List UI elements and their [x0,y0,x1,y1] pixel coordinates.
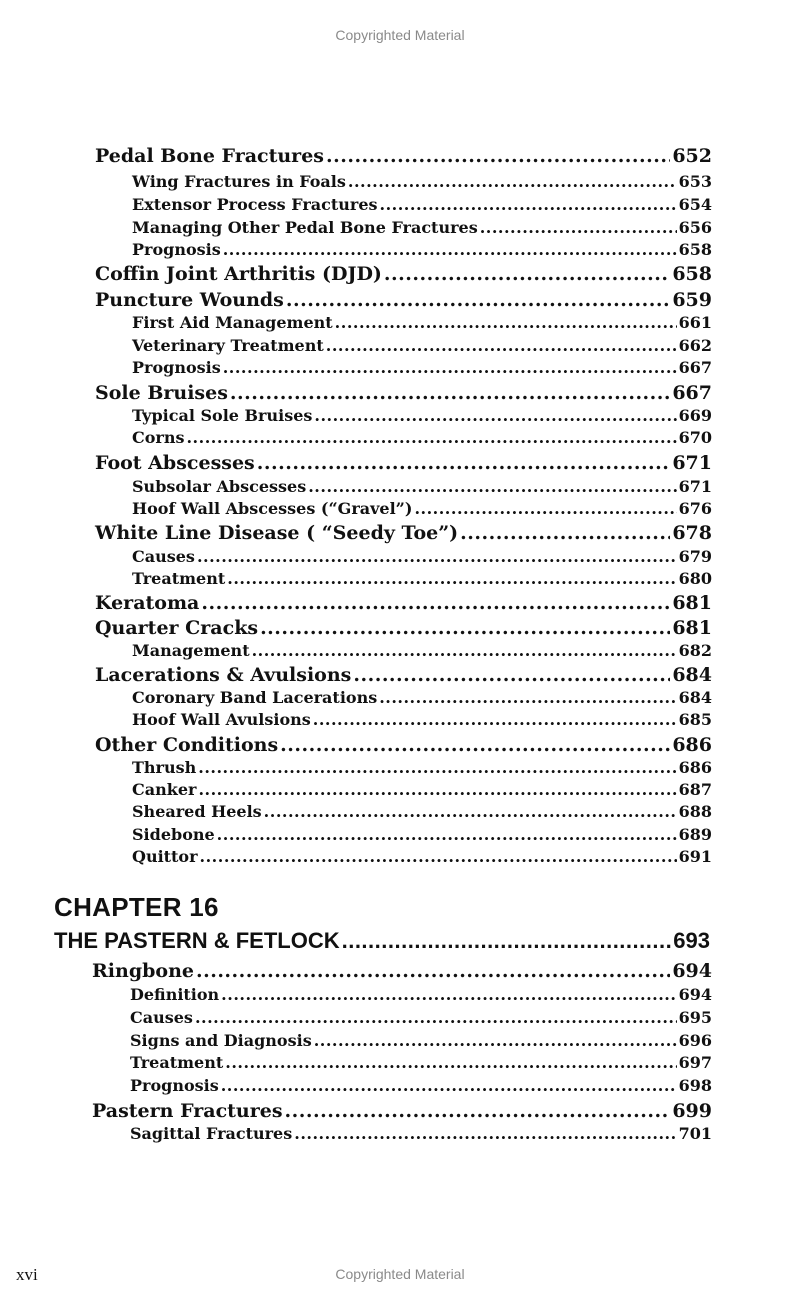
toc-entry-label: Quarter Cracks [95,617,259,639]
toc-entry-page: 667 [672,382,712,404]
toc-entry-label: Causes [130,1008,193,1027]
toc-entry-page: 691 [678,847,712,866]
leader-dots [217,825,677,844]
toc-entry-page: 696 [678,1031,712,1050]
toc-entry [95,145,712,169]
leader-dots [201,592,670,614]
toc-entry [132,428,712,450]
toc-entry-page: 671 [678,477,712,496]
toc-entry [130,1076,712,1098]
toc-entry-label: Signs and Diagnosis [130,1031,312,1050]
toc-entry [132,847,712,869]
leader-dots [252,641,677,660]
toc-entry-page: 667 [678,358,712,377]
toc-entry [130,1008,712,1030]
toc-entry-page: 694 [678,985,712,1004]
toc-entry-page: 698 [678,1076,712,1095]
toc-entry-label: Managing Other Pedal Bone Fractures [132,218,478,237]
leader-dots [379,688,676,707]
toc-entry-page: 659 [672,289,712,311]
toc-entry-page: 680 [678,569,712,588]
toc-entry-page: 652 [672,145,712,167]
toc-entry [130,1031,712,1053]
toc-entry-label: Sagittal Fractures [130,1124,293,1143]
chapter-title: THE PASTERN & FETLOCK [54,928,340,953]
toc-entry-label: White Line Disease ( “Seedy Toe”) [95,522,459,544]
toc-entry-page: 678 [672,522,712,544]
leader-dots [384,263,670,285]
toc-entry-page: 701 [678,1124,712,1143]
toc-entry-page: 681 [672,592,712,614]
toc-entry-page: 697 [678,1053,712,1072]
leader-dots [221,1076,677,1095]
toc-entry [95,592,712,616]
leader-dots [414,499,676,518]
toc-entry-page: 676 [678,499,712,518]
toc-entry-page: 686 [672,734,712,756]
leader-dots [314,406,676,425]
toc-entry-label: Hoof Wall Abscesses (“Gravel”) [132,499,413,518]
toc-entry [132,802,712,824]
toc-entry-page: 653 [678,172,712,191]
toc-entry-label: Subsolar Abscesses [132,477,307,496]
toc-entry [95,522,712,546]
leader-dots [225,1053,676,1072]
leader-dots [380,195,677,214]
leader-dots [223,240,677,259]
toc-entry-page: 685 [678,710,712,729]
toc-entry-page: 671 [672,452,712,474]
toc-entry-page: 695 [678,1008,712,1027]
toc-entry [132,688,712,710]
toc-entry-label: Prognosis [132,358,221,377]
toc-entry-label: Pedal Bone Fractures [95,145,324,167]
leader-dots [342,928,672,954]
leader-dots [286,289,670,311]
leader-dots [314,1031,677,1050]
toc-entry [132,172,712,194]
toc-entry-label: Typical Sole Bruises [132,406,313,425]
toc-entry-label: Pastern Fractures [92,1100,283,1122]
toc-entry [132,240,712,262]
toc-entry [132,547,712,569]
toc-entry-page: 656 [678,218,712,237]
toc-entry [132,406,712,428]
toc-entry-label: Foot Abscesses [95,452,255,474]
toc-entry-page: 699 [672,1100,712,1122]
leader-dots [221,985,676,1004]
toc-entry [130,1124,712,1146]
toc-entry [95,617,712,641]
watermark-top: Copyrighted Material [335,27,465,43]
toc-entry-label: Sidebone [132,825,215,844]
leader-dots [280,734,670,756]
toc-entry-label: Ringbone [92,960,194,982]
toc-entry [132,358,712,380]
toc-entry-label: Coffin Joint Arthritis (DJD) [95,263,382,285]
leader-dots [348,172,677,191]
toc-entry-label: Canker [132,780,197,799]
toc-entry-page: 689 [678,825,712,844]
toc-entry [95,452,712,476]
toc-entry-page: 658 [678,240,712,259]
toc-entry-label: Other Conditions [95,734,279,756]
toc-entry [132,569,712,591]
leader-dots [294,1124,676,1143]
chapter-number: CHAPTER 16 [54,892,219,922]
toc-entry [95,664,712,688]
toc-entry-label: Sole Bruises [95,382,228,404]
toc-entry-label: Thrush [132,758,197,777]
toc-entry [132,825,712,847]
toc-entry-label: Causes [132,547,195,566]
toc-entry-page: 694 [672,960,712,982]
toc-entry [95,382,712,406]
leader-dots [264,802,677,821]
toc-entry [132,336,712,358]
toc-entry-label: First Aid Management [132,313,333,332]
toc-entry [92,960,712,984]
leader-dots [197,547,677,566]
toc-entry [132,641,712,663]
toc-entry-label: Lacerations & Avulsions [95,664,352,686]
leader-dots [198,758,676,777]
toc-entry-page: 669 [678,406,712,425]
toc-entry [132,780,712,802]
toc-entry-page: 662 [678,336,712,355]
leader-dots [285,1100,671,1122]
leader-dots [198,780,676,799]
chapter-page: 693 [673,928,710,953]
toc-entry-label: Corns [132,428,185,447]
leader-dots [257,452,671,474]
toc-entry [132,477,712,499]
chapter-title-row [54,928,710,956]
toc-entry-page: 687 [678,780,712,799]
toc-entry-page: 658 [672,263,712,285]
toc-entry-label: Sheared Heels [132,802,262,821]
toc-entry [95,263,712,287]
toc-entry-label: Coronary Band Lacerations [132,688,378,707]
toc-entry-label: Puncture Wounds [95,289,284,311]
toc-entry-page: 682 [678,641,712,660]
watermark-bottom: Copyrighted Material [335,1266,465,1282]
leader-dots [460,522,670,544]
toc-entry-page: 684 [678,688,712,707]
toc-entry [132,195,712,217]
toc-entry-page: 661 [678,313,712,332]
leader-dots [186,428,676,447]
toc-entry-label: Treatment [132,569,226,588]
leader-dots [326,336,677,355]
toc-entry [130,985,712,1007]
leader-dots [196,960,670,982]
leader-dots [230,382,670,404]
leader-dots [308,477,676,496]
toc-entry [132,499,712,521]
toc-entry-label: Prognosis [130,1076,219,1095]
toc-entry [92,1100,712,1124]
toc-entry [132,758,712,780]
toc-entry-label: Wing Fractures in Foals [132,172,346,191]
toc-entry-label: Veterinary Treatment [132,336,324,355]
toc-entry [95,289,712,313]
toc-entry-label: Quittor [132,847,198,866]
toc-entry-page: 681 [672,617,712,639]
toc-entry-label: Hoof Wall Avulsions [132,710,311,729]
page-number: xvi [16,1265,38,1284]
toc-entry [132,218,712,240]
toc-entry [132,710,712,732]
leader-dots [227,569,676,588]
toc-entry-label: Extensor Process Fractures [132,195,378,214]
leader-dots [353,664,670,686]
leader-dots [313,710,677,729]
toc-entry-label: Management [132,641,250,660]
leader-dots [260,617,670,639]
leader-dots [326,145,670,167]
toc-entry-label: Definition [130,985,220,1004]
leader-dots [480,218,677,237]
leader-dots [200,847,677,866]
toc-entry-page: 684 [672,664,712,686]
toc-entry-page: 670 [678,428,712,447]
toc-entry [130,1053,712,1075]
leader-dots [195,1008,677,1027]
toc-entry-page: 688 [678,802,712,821]
toc-entry-label: Keratoma [95,592,200,614]
toc-entry-page: 679 [678,547,712,566]
leader-dots [335,313,677,332]
toc-entry-label: Prognosis [132,240,221,259]
toc-entry [132,313,712,335]
leader-dots [223,358,677,377]
toc-entry-page: 686 [678,758,712,777]
toc-entry-label: Treatment [130,1053,224,1072]
toc-entry [95,734,712,758]
toc-entry-page: 654 [678,195,712,214]
